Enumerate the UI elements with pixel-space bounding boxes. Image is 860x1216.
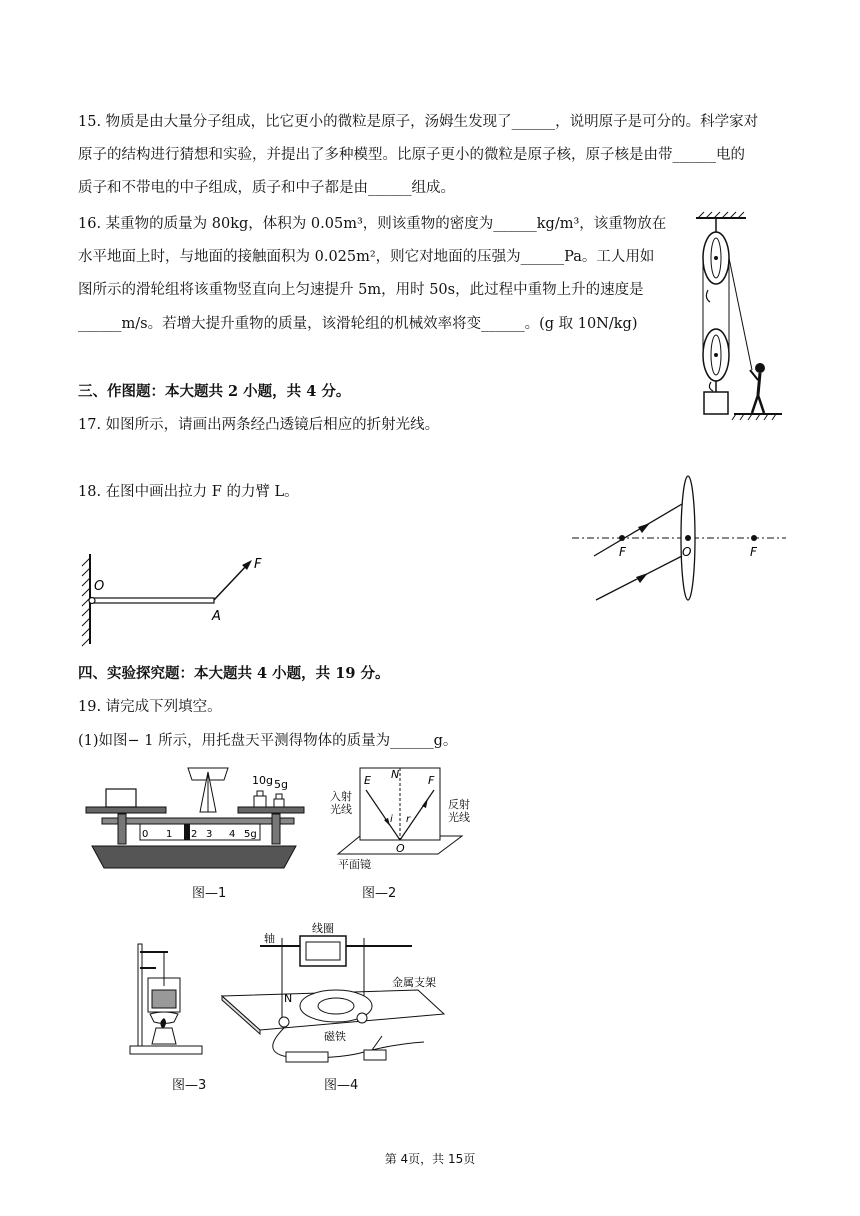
- weight-10g-label: 10g: [252, 774, 273, 787]
- section-4-heading: 四、实验探究题：本大题共 4 小题，共 19 分。: [78, 665, 390, 682]
- q16-line1: 16. 某重物的质量为 80kg，体积为 0.05m³，则该重物的密度为______kg/m³，该重物放在: [78, 216, 667, 232]
- lens-focus-right-label: F: [750, 545, 757, 559]
- bracket-label: 金属支架: [392, 976, 436, 989]
- q16-line3: 图所示的滑轮组将该重物竖直向上匀速提升 5m，用时 50s，此过程中重物上升的速度是: [78, 282, 644, 298]
- point-o-label: O: [396, 842, 405, 855]
- scale-tick-5g: 5g: [244, 829, 257, 840]
- q15-line3: 质子和不带电的中子组成，质子和中子都是由______组成。: [78, 180, 455, 196]
- q15-line2: 原子的结构进行猜想和实验，并提出了多种模型。比原子更小的微粒是原子核，原子核是由带______电的: [78, 147, 745, 163]
- angle-r-label: r: [406, 814, 411, 825]
- scale-tick-4: 4: [229, 829, 236, 840]
- section-3-heading: 三、作图题：本大题共 2 小题，共 4 分。: [78, 383, 351, 400]
- scale-tick-1: 1: [166, 829, 173, 840]
- figure-1-caption: 图—1: [192, 886, 227, 901]
- q15-line1: 15. 物质是由大量分子组成，比它更小的微粒是原子，汤姆生发现了______，说明原子是可分的。科学家对: [78, 114, 759, 130]
- n-pole-label: N: [284, 992, 293, 1005]
- lever-end-label: A: [212, 609, 221, 624]
- incident-ray-label: 入射光线: [330, 790, 352, 816]
- normal-n-label: N: [391, 768, 400, 781]
- figure-2-caption: 图—2: [362, 886, 397, 901]
- reflected-ray-label: 反射光线: [448, 798, 470, 824]
- apparatus-figure: [126, 938, 206, 1062]
- force-label: F: [254, 557, 262, 572]
- magnet-label: 磁铁: [324, 1030, 346, 1043]
- q19-part1-text: (1)如图− 1 所示，用托盘天平测得物体的质量为______g。: [78, 733, 458, 749]
- q17-text: 17. 如图所示，请画出两条经凸透镜后相应的折射光线。: [78, 417, 440, 433]
- q19-text: 19. 请完成下列填空。: [78, 699, 222, 715]
- lens-center-label: O: [682, 545, 692, 559]
- page-footer: 第 4页，共 15页: [384, 1152, 476, 1166]
- lever-figure: [76, 552, 276, 648]
- motor-figure: [212, 918, 448, 1078]
- ray-e-label: E: [364, 774, 371, 787]
- lens-focus-left-label: F: [619, 545, 626, 559]
- q16-line4: ______m/s。若增大提升重物的质量，该滑轮组的机械效率将变______。(g 取 10N/kg): [78, 316, 638, 332]
- balance-figure: [78, 762, 310, 872]
- scale-tick-3: 3: [206, 829, 213, 840]
- pulley-figure: [686, 210, 796, 426]
- angle-i-label: i: [390, 814, 393, 825]
- q16-line2: 水平地面上时，与地面的接触面积为 0.025m²，则它对地面的压强为______Pa。工人用如: [78, 249, 655, 265]
- lever-pivot-label: O: [94, 579, 105, 594]
- coil-label: 线圈: [312, 922, 334, 935]
- lens-figure: [568, 470, 790, 610]
- axis-label: 轴: [264, 932, 275, 945]
- scale-tick-2: 2: [191, 829, 198, 840]
- ray-f-label: F: [428, 774, 435, 787]
- mirror-label: 平面镜: [338, 858, 371, 871]
- scale-tick-0: 0: [142, 829, 149, 840]
- figure-3-caption: 图—3: [172, 1078, 207, 1093]
- weight-5g-label: 5g: [274, 778, 288, 791]
- q18-text: 18. 在图中画出拉力 F 的力臂 L。: [78, 484, 299, 500]
- figure-4-caption: 图—4: [324, 1078, 359, 1093]
